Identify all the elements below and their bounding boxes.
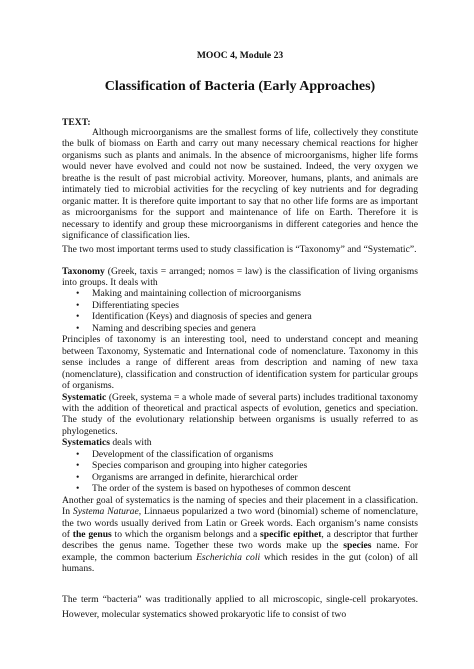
goal-paragraph bbox=[62, 495, 418, 575]
list-item: • Species comparison and grouping into higher categories bbox=[62, 460, 418, 471]
goal-text-6: which resides in the gut (colon) of all humans. bbox=[62, 551, 418, 575]
module-label: MOOC 4, Module 23 bbox=[196, 50, 284, 61]
body-text bbox=[62, 127, 418, 622]
text-heading: TEXT: bbox=[62, 117, 91, 128]
goal-text-3: to which the organism belongs and a bbox=[111, 528, 261, 540]
species-term: species bbox=[343, 540, 372, 552]
list-item: • Making and maintaining collection of microorganisms bbox=[62, 288, 418, 299]
genus-term: the genus bbox=[72, 528, 112, 540]
principles-paragraph: Principles of taxonomy is an interesting tool, need to understand concept and meaning between Taxonomy, Systematic and International code of nomenclature. Taxonomy in this sense includes a range of different areas from description and naming of new taxa (nomenclature), classification and construction of identification system for particular groups of organisms. bbox=[62, 334, 418, 392]
list-item: • Identification (Keys) and diagnosis of species and genera bbox=[62, 311, 418, 322]
specific-epithet-term: specific epithet bbox=[260, 528, 322, 540]
escherichia-coli-text: Escherichia coli bbox=[196, 551, 261, 563]
systematics-deals-line bbox=[62, 437, 418, 448]
terms-paragraph: The two most important terms used to study classification is “Taxonomy” and “Systematic”. bbox=[62, 243, 417, 255]
systematic-definition: (Greek, systema = a whole made of several parts) includes traditional taxonomy with the addition of theoretical and practical aspects of evolution, genetics and speciation. The study of the evolutionary relationship between organisms is usually referred to as phylogenetics. bbox=[62, 391, 418, 437]
goal-text-2: Linnaeus popularized a two word (binomial) scheme of nomenclature, the two words usually derived from Latin or Greek words. Each organism’s name consists of bbox=[62, 506, 419, 540]
systematics-list bbox=[62, 449, 418, 495]
list-item: • Development of the classification of organisms bbox=[62, 449, 418, 460]
goal-text-4: , a descriptor that further describes the genus name. Together these two words make up the bbox=[62, 528, 418, 552]
list-item: • Differentiating species bbox=[62, 300, 418, 311]
systema-naturae-text: Systema Naturae, bbox=[72, 506, 142, 518]
page-title: Classification of Bacteria (Early Approaches) bbox=[104, 79, 376, 94]
intro-paragraph: Although microorganisms are the smallest forms of life, collectively they constitute the bulk of biomass on Earth and carry out many necessary chemical reactions for higher organisms such as plants and animals. In the absence of microorganisms, higher life forms would never have evolved and could not now be sustained. Indeed, the very oxygen we breathe is the result of past microbial activity. Moreover, humans, plants, and animals are intimately tied to microbial activities for the recycling of key nutrients and for degrading organic matter. It is therefore quite important to say that no other life forms are as important as microorganisms for the support and maintenance of life on Earth. Therefore it is necessary to identify and group these microorganisms in different categories and hence the significance of classification lies. bbox=[62, 127, 418, 242]
goal-text-5: name. For example, the common bacterium bbox=[62, 540, 418, 563]
systematic-term: Systematic bbox=[62, 391, 107, 403]
list-item: • Naming and describing species and genera bbox=[62, 323, 418, 334]
goal-text-1: Another goal of systematics is the naming of species and their placement in a classification. In bbox=[62, 494, 418, 518]
taxonomy-term: Taxonomy bbox=[62, 265, 105, 277]
taxonomy-list bbox=[62, 288, 418, 334]
systematic-paragraph bbox=[62, 392, 418, 438]
list-item: • The order of the system is based on hypotheses of common descent bbox=[62, 483, 418, 494]
list-item: • Organisms are arranged in definite, hierarchical order bbox=[62, 472, 418, 483]
taxonomy-definition: (Greek, taxis = arranged; nomos = law) is the classification of living organisms into groups. It deals with bbox=[62, 265, 418, 288]
bacteria-paragraph: The term “bacteria” was traditionally applied to all microscopic, single-cell prokaryotes. However, molecular systematics showed prokaryotic life to consist of two bbox=[62, 593, 418, 620]
systematics-deals-suffix: deals with bbox=[109, 437, 152, 449]
systematics-term: Systematics bbox=[62, 437, 110, 449]
taxonomy-paragraph bbox=[62, 266, 418, 289]
